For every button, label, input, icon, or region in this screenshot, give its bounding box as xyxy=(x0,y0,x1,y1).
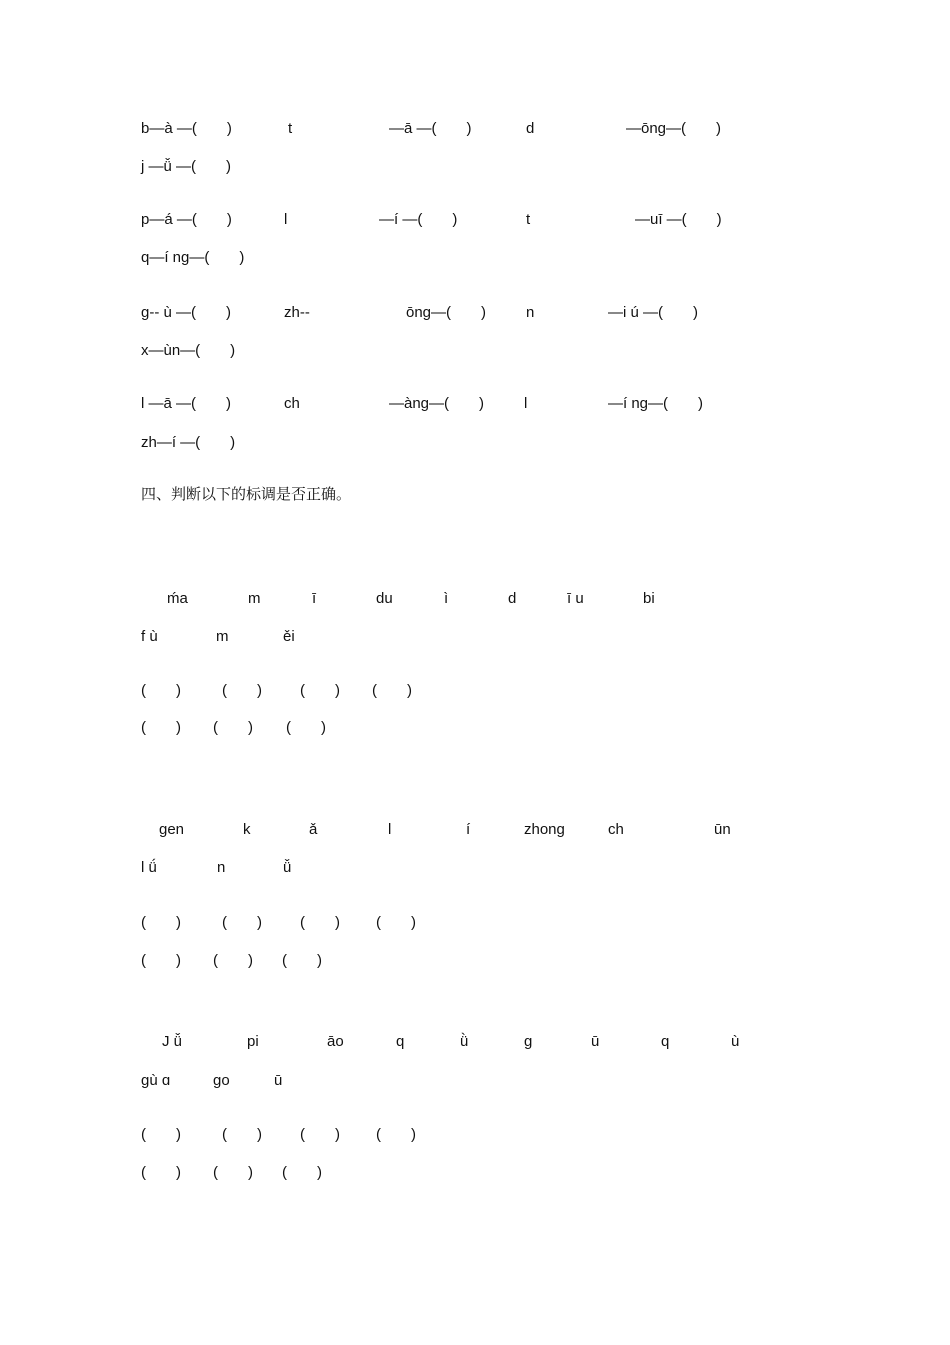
exercise-item: ōng—( ) xyxy=(406,304,487,321)
exercise-item: t xyxy=(288,120,293,137)
pinyin-syllable: zhong xyxy=(524,821,565,838)
pinyin-syllable: ḿa xyxy=(167,590,188,607)
pinyin-syllable: go xyxy=(213,1072,230,1089)
pinyin-syllable: ěi xyxy=(283,628,295,645)
pinyin-syllable: g xyxy=(524,1033,533,1050)
pinyin-syllable: ǎ xyxy=(309,821,318,838)
pinyin-syllable: bi xyxy=(643,590,655,607)
pinyin-syllable: ū xyxy=(274,1072,283,1089)
pinyin-syllable: m xyxy=(248,590,261,607)
answer-bracket: ( ) xyxy=(282,952,322,969)
pinyin-syllable: ūn xyxy=(714,821,731,838)
pinyin-syllable: ch xyxy=(608,821,624,838)
exercise-item: l xyxy=(284,211,288,228)
answer-bracket: ( ) xyxy=(286,719,326,736)
pinyin-syllable: d xyxy=(508,590,517,607)
pinyin-syllable: l xyxy=(388,821,392,838)
exercise-item: —àng—( ) xyxy=(389,395,485,412)
answer-bracket: ( ) xyxy=(300,914,340,931)
answer-bracket: ( ) xyxy=(213,952,253,969)
exercise-item: j —ǚ —( ) xyxy=(141,158,232,175)
pinyin-syllable: f ù xyxy=(141,628,158,645)
answer-bracket: ( ) xyxy=(222,682,262,699)
pinyin-syllable: gù ɑ xyxy=(141,1072,171,1089)
exercise-item: p—á —( ) xyxy=(141,211,232,228)
exercise-item: l xyxy=(524,395,528,412)
exercise-item: zh—í —( ) xyxy=(141,434,236,451)
pinyin-syllable: ì xyxy=(444,590,449,607)
answer-bracket: ( ) xyxy=(300,1126,340,1143)
answer-bracket: ( ) xyxy=(141,1126,181,1143)
pinyin-syllable: ī xyxy=(312,590,317,607)
pinyin-syllable: J ǚ xyxy=(162,1033,183,1050)
pinyin-syllable: ǚ xyxy=(283,859,292,876)
exercise-item: —ā —( ) xyxy=(389,120,472,137)
answer-bracket: ( ) xyxy=(141,914,181,931)
pinyin-syllable: pi xyxy=(247,1033,259,1050)
answer-bracket: ( ) xyxy=(141,682,181,699)
pinyin-syllable: ū xyxy=(591,1033,600,1050)
pinyin-syllable: m xyxy=(216,628,229,645)
answer-bracket: ( ) xyxy=(222,914,262,931)
pinyin-syllable: ī u xyxy=(567,590,584,607)
answer-bracket: ( ) xyxy=(282,1164,322,1181)
pinyin-syllable: gen xyxy=(159,821,185,838)
exercise-item: —ōng—( ) xyxy=(626,120,722,137)
answer-bracket: ( ) xyxy=(376,1126,416,1143)
exercise-item: zh-- xyxy=(284,304,310,321)
answer-bracket: ( ) xyxy=(372,682,412,699)
exercise-item: n xyxy=(526,304,535,321)
answer-bracket: ( ) xyxy=(141,1164,181,1181)
pinyin-syllable: ǜ xyxy=(460,1033,469,1050)
answer-bracket: ( ) xyxy=(376,914,416,931)
exercise-item: b—à —( ) xyxy=(141,120,232,137)
exercise-item: —í —( ) xyxy=(379,211,458,228)
exercise-item: —uī —( ) xyxy=(635,211,722,228)
answer-bracket: ( ) xyxy=(213,1164,253,1181)
exercise-item: ch xyxy=(284,395,300,412)
exercise-item: d xyxy=(526,120,535,137)
pinyin-syllable: q xyxy=(661,1033,670,1050)
answer-bracket: ( ) xyxy=(213,719,253,736)
pinyin-syllable: í xyxy=(466,821,471,838)
pinyin-syllable: āo xyxy=(327,1033,344,1050)
exercise-item: t xyxy=(526,211,531,228)
exercise-item: —i ú —( ) xyxy=(608,304,699,321)
pinyin-syllable: q xyxy=(396,1033,405,1050)
exercise-item: l —ā —( ) xyxy=(141,395,232,412)
pinyin-syllable: ù xyxy=(731,1033,740,1050)
exercise-item: q—í ng—( ) xyxy=(141,249,245,266)
pinyin-syllable: k xyxy=(243,821,251,838)
answer-bracket: ( ) xyxy=(141,952,181,969)
pinyin-syllable: du xyxy=(376,590,393,607)
answer-bracket: ( ) xyxy=(300,682,340,699)
exercise-item: —í ng—( ) xyxy=(608,395,704,412)
answer-bracket: ( ) xyxy=(222,1126,262,1143)
pinyin-syllable: n xyxy=(217,859,226,876)
pinyin-syllable: l ǘ xyxy=(141,859,157,876)
answer-bracket: ( ) xyxy=(141,719,181,736)
section-heading: 四、判断以下的标调是否正确。 xyxy=(141,486,352,503)
exercise-item: x—ùn—( ) xyxy=(141,342,236,359)
exercise-item: g-- ù —( ) xyxy=(141,304,232,321)
